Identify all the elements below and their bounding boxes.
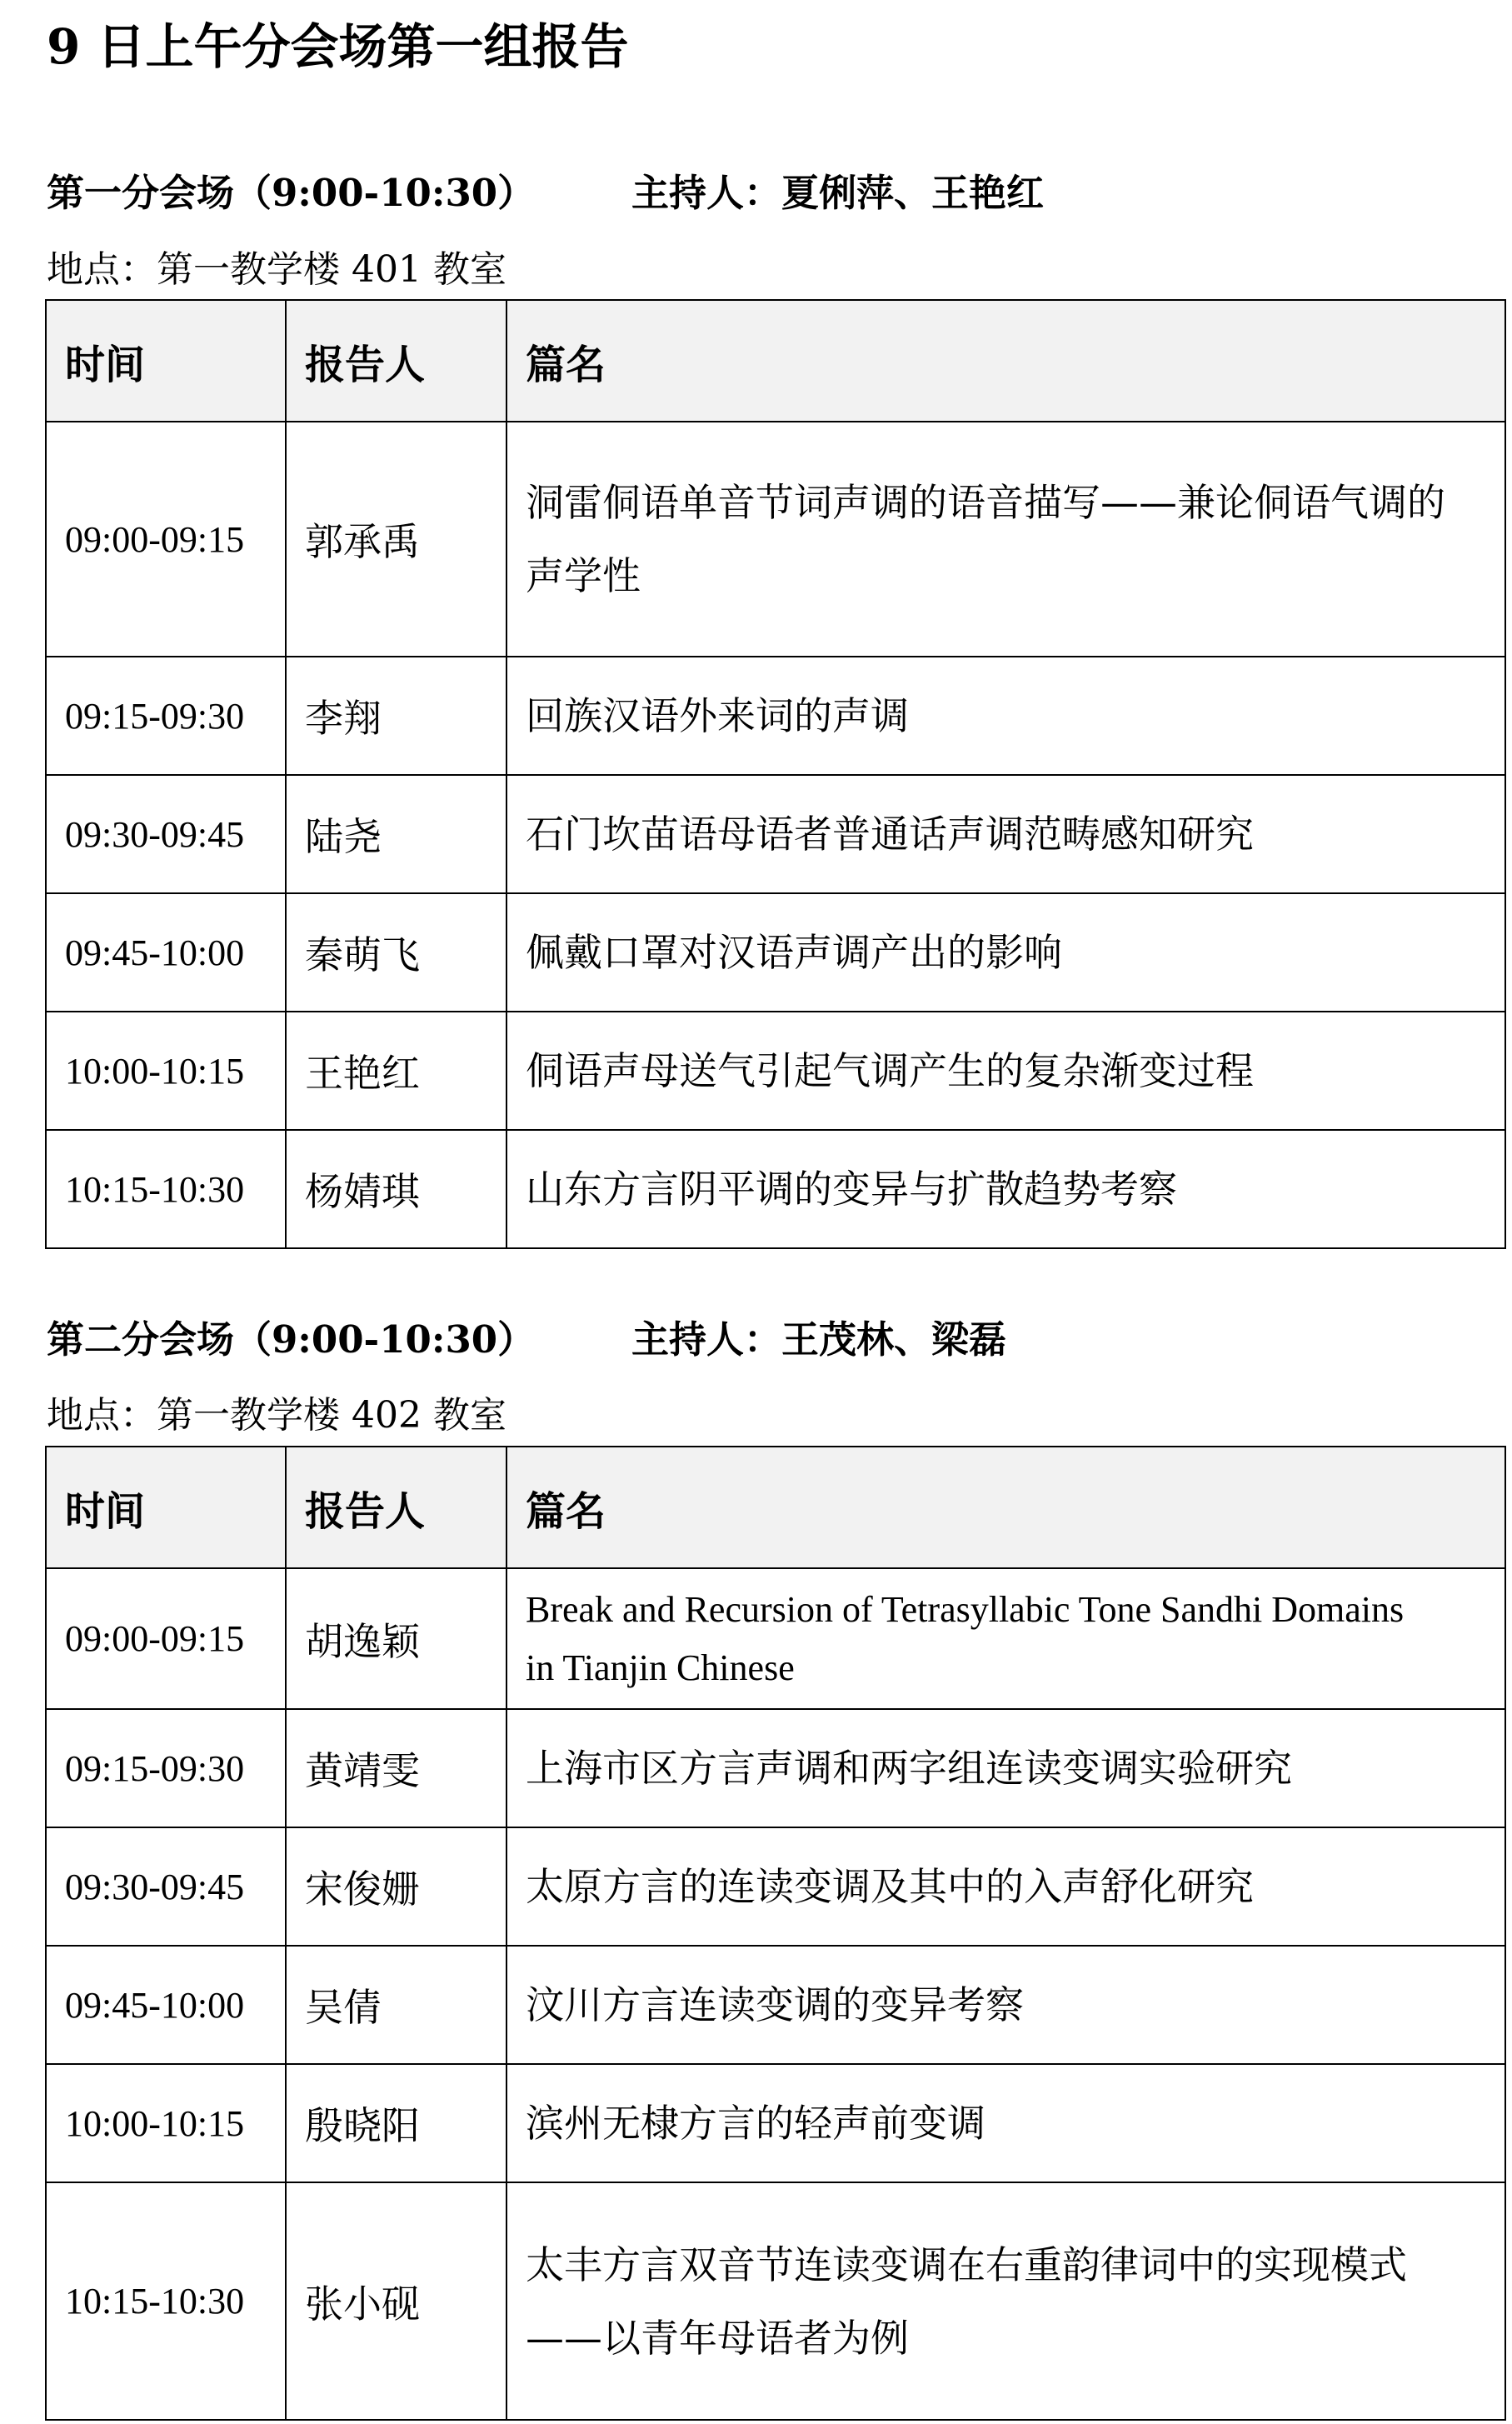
row-time: 09:00-09:15 bbox=[46, 1568, 286, 1709]
row-title-line: 回族汉语外来词的声调 bbox=[526, 693, 909, 738]
row-time: 09:30-09:45 bbox=[46, 1827, 286, 1946]
row-time: 09:45-10:00 bbox=[46, 1946, 286, 2064]
header-time: 时间 bbox=[46, 300, 286, 422]
session-2-header bbox=[47, 1310, 1007, 1370]
row-title-line: in Tianjin Chinese bbox=[526, 1647, 795, 1688]
row-title-line: 太原方言的连读变调及其中的入声舒化研究 bbox=[526, 1864, 1254, 1909]
row-time: 10:15-10:30 bbox=[46, 2182, 286, 2420]
row-title-line: ——以青年母语者为例 bbox=[526, 2315, 909, 2361]
table-row bbox=[46, 1130, 1505, 1248]
row-speaker: 杨婧琪 bbox=[286, 1130, 506, 1248]
session-2-name: 第二分会场（9:00-10:30） bbox=[47, 1317, 536, 1362]
table-header-row bbox=[46, 1447, 1505, 1568]
row-title bbox=[506, 422, 1505, 657]
session-1-header bbox=[47, 163, 1045, 223]
page-title: 9 日上午分会场第一组报告 bbox=[47, 18, 629, 75]
header-title: 篇名 bbox=[506, 1447, 1505, 1568]
row-time: 10:00-10:15 bbox=[46, 2064, 286, 2182]
row-title bbox=[506, 657, 1505, 775]
row-speaker: 张小砚 bbox=[286, 2182, 506, 2420]
header-speaker: 报告人 bbox=[286, 1447, 506, 1568]
table-row bbox=[46, 1709, 1505, 1827]
row-speaker: 黄靖雯 bbox=[286, 1709, 506, 1827]
row-title-line: 洞雷侗语单音节词声调的语音描写——兼论侗语气调的 bbox=[526, 480, 1445, 525]
row-speaker: 陆尧 bbox=[286, 775, 506, 893]
row-title-line: 石门坎苗语母语者普通话声调范畴感知研究 bbox=[526, 812, 1254, 857]
row-speaker: 吴倩 bbox=[286, 1946, 506, 2064]
table-row bbox=[46, 1012, 1505, 1130]
row-title-line: 山东方言阴平调的变异与扩散趋势考察 bbox=[526, 1167, 1177, 1212]
row-title-line: 上海市区方言声调和两字组连读变调实验研究 bbox=[526, 1746, 1292, 1791]
row-title-line: 滨州无棣方言的轻声前变调 bbox=[526, 2101, 986, 2146]
session-2-table bbox=[45, 1446, 1506, 2421]
row-speaker: 宋俊姗 bbox=[286, 1827, 506, 1946]
row-title bbox=[506, 1012, 1505, 1130]
header-speaker: 报告人 bbox=[286, 300, 506, 422]
table-row bbox=[46, 422, 1505, 657]
row-speaker: 胡逸颖 bbox=[286, 1568, 506, 1709]
row-speaker: 殷晓阳 bbox=[286, 2064, 506, 2182]
table-header-row bbox=[46, 300, 1505, 422]
session-1-location: 地点：第一教学楼 401 教室 bbox=[47, 248, 506, 291]
row-title bbox=[506, 1568, 1505, 1709]
session-2-hosts: 主持人：王茂林、梁磊 bbox=[631, 1317, 1007, 1362]
row-speaker: 秦萌飞 bbox=[286, 893, 506, 1012]
row-title-line: 佩戴口罩对汉语声调产出的影响 bbox=[526, 930, 1062, 975]
row-time: 10:15-10:30 bbox=[46, 1130, 286, 1248]
row-speaker: 李翔 bbox=[286, 657, 506, 775]
row-title bbox=[506, 2064, 1505, 2182]
session-1-table bbox=[45, 299, 1506, 1249]
row-title-line: 侗语声母送气引起气调产生的复杂渐变过程 bbox=[526, 1048, 1254, 1093]
table-row bbox=[46, 893, 1505, 1012]
table-row bbox=[46, 657, 1505, 775]
row-title-line: 声学性 bbox=[526, 553, 641, 598]
row-speaker: 郭承禹 bbox=[286, 422, 506, 657]
row-title-line: 太丰方言双音节连读变调在右重韵律词中的实现模式 bbox=[526, 2242, 1407, 2287]
header-title: 篇名 bbox=[506, 300, 1505, 422]
row-title bbox=[506, 1827, 1505, 1946]
session-2-location: 地点：第一教学楼 402 教室 bbox=[47, 1394, 506, 1437]
table-row bbox=[46, 1946, 1505, 2064]
table-row bbox=[46, 2064, 1505, 2182]
row-title bbox=[506, 1946, 1505, 2064]
row-time: 09:00-09:15 bbox=[46, 422, 286, 657]
row-time: 09:15-09:30 bbox=[46, 1709, 286, 1827]
row-title bbox=[506, 2182, 1505, 2420]
row-time: 10:00-10:15 bbox=[46, 1012, 286, 1130]
row-title-line: Break and Recursion of Tetrasyllabic Tone Sandhi Domains bbox=[526, 1588, 1405, 1630]
header-time: 时间 bbox=[46, 1447, 286, 1568]
row-title bbox=[506, 775, 1505, 893]
table-row bbox=[46, 775, 1505, 893]
row-title bbox=[506, 1130, 1505, 1248]
table-row bbox=[46, 2182, 1505, 2420]
row-time: 09:15-09:30 bbox=[46, 657, 286, 775]
row-title bbox=[506, 1709, 1505, 1827]
session-1-hosts: 主持人：夏俐萍、王艳红 bbox=[631, 171, 1045, 215]
row-time: 09:30-09:45 bbox=[46, 775, 286, 893]
table-row bbox=[46, 1568, 1505, 1709]
table-row bbox=[46, 1827, 1505, 1946]
row-time: 09:45-10:00 bbox=[46, 893, 286, 1012]
row-speaker: 王艳红 bbox=[286, 1012, 506, 1130]
row-title bbox=[506, 893, 1505, 1012]
session-1-name: 第一分会场（9:00-10:30） bbox=[47, 171, 536, 215]
row-title-line: 汶川方言连读变调的变异考察 bbox=[526, 1982, 1024, 2027]
